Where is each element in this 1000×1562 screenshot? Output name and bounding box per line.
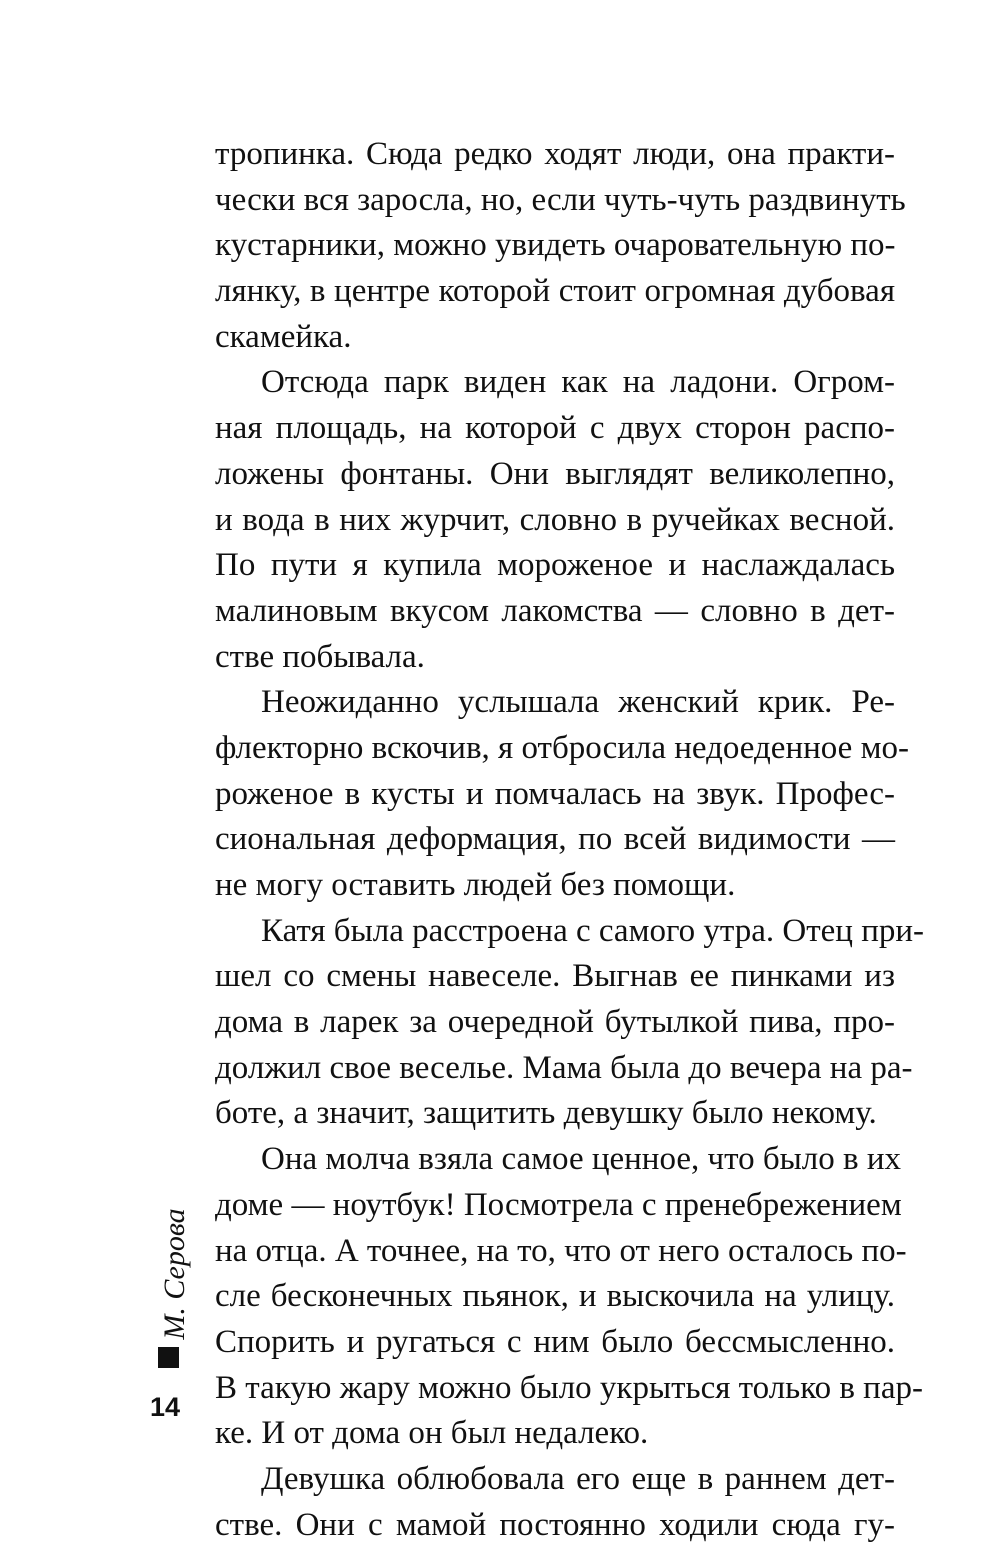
body-text: [215, 132, 925, 1548]
text-line: шел со смены навеселе. Выгнав ее пинками из: [215, 958, 895, 995]
text-line: дома в ларек за очередной бутылкой пива, про-: [215, 1004, 895, 1041]
text-line: Она молча взяла самое ценное, что было в их: [261, 1141, 902, 1178]
page-number: 14: [150, 1392, 181, 1422]
text-line: должил свое веселье. Мама была до вечера на ра-: [215, 1049, 913, 1086]
text-line: роженое в кусты и помчалась на звук. Профес-: [215, 775, 895, 812]
text-line: Катя была расстроена с самого утра. Отец при-: [261, 912, 925, 949]
text-line: чески вся заросла, но, если чуть-чуть раздвинуть: [215, 181, 906, 218]
text-line: доме — ноутбук! Посмотрела с пренебрежением: [215, 1186, 902, 1223]
text-line: ная площадь, на которой с двух сторон распо-: [215, 410, 895, 447]
text-line: флекторно вскочив, я отбросила недоеденное мо-: [215, 729, 909, 766]
text-line: Спорить и ругаться с ним было бессмысленно.: [215, 1323, 895, 1360]
author-name: М. Серова: [158, 1208, 191, 1340]
text-line: В такую жару можно было укрыться только в пар-: [215, 1369, 923, 1406]
page-marker-square: [158, 1347, 179, 1368]
text-line: Девушка облюбовала его еще в раннем дет-: [261, 1460, 895, 1497]
text-line: лянку, в центре которой стоит огромная дубовая: [215, 273, 895, 310]
text-line: тропинка. Сюда редко ходят люди, она практи-: [215, 136, 895, 172]
text-line: скамейка.: [215, 318, 352, 355]
text-line: и вода в них журчит, словно в ручейках весной.: [215, 501, 895, 538]
text-line: боте, а значит, защитить девушку было некому.: [215, 1095, 877, 1132]
text-line: ке. И от дома он был недалеко.: [215, 1415, 649, 1452]
running-head-author: [157, 1208, 193, 1340]
text-line: кустарники, можно увидеть очаровательную по-: [215, 227, 896, 264]
text-line: сиональная деформация, по всей видимости —: [215, 821, 895, 858]
text-line: Отсюда парк виден как на ладони. Огром-: [261, 364, 895, 401]
text-line: ложены фонтаны. Они выглядят великолепно,: [215, 455, 895, 492]
text-line: Неожиданно услышала женский крик. Ре-: [261, 684, 895, 721]
text-line: сле бесконечных пьянок, и выскочила на улицу.: [215, 1278, 895, 1315]
text-line: стве побывала.: [215, 638, 425, 675]
text-line: не могу оставить людей без помощи.: [215, 867, 736, 903]
text-line: на отца. А точнее, на то, что от него осталось по-: [215, 1232, 907, 1269]
text-line: По пути я купила мороженое и наслаждалась: [215, 547, 895, 584]
text-line: стве. Они с мамой постоянно ходили сюда гу-: [215, 1506, 895, 1543]
text-line: малиновым вкусом лакомства — словно в дет-: [215, 592, 895, 629]
